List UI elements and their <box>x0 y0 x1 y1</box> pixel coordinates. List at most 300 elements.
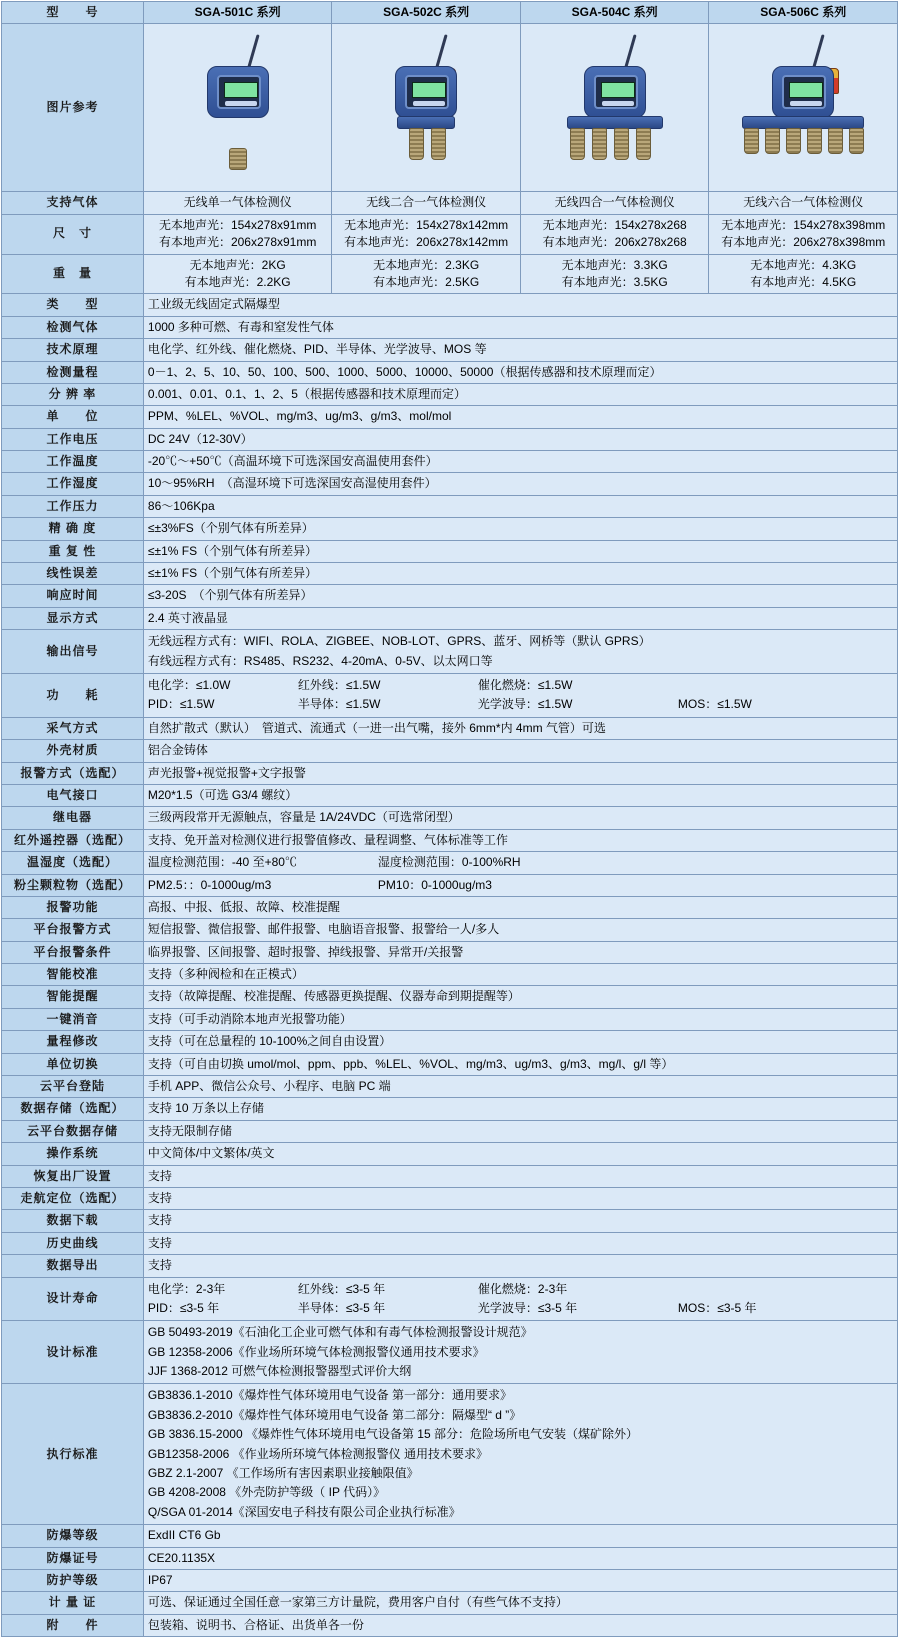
row-label-display: 显示方式 <box>2 607 144 629</box>
power-catalytic-value: ≤1.5W <box>537 677 573 692</box>
row-label-voltage: 工作电压 <box>2 428 144 450</box>
gas-detector-illustration-2 <box>351 28 501 188</box>
table-row-mobile-positioning <box>2 1187 898 1209</box>
power-semiconductor-name: 半导体： <box>297 697 346 712</box>
lifetime-catalytic-name: 催化燃烧： <box>477 1281 538 1296</box>
sensor-probe <box>409 128 424 160</box>
power-pid-value: ≤1.5W <box>179 697 215 712</box>
row-value-type: 工业级无线固定式隔爆型 <box>143 294 897 316</box>
power-infrared <box>298 677 478 694</box>
table-row-work-temp <box>2 451 898 473</box>
table-row-display <box>2 607 898 629</box>
table-row-history-curve <box>2 1232 898 1254</box>
device-image-506c <box>709 24 898 192</box>
row-value-ex-rating: ExdII CT6 Gb <box>143 1525 897 1547</box>
row-value-unit-switch: 支持（可自由切换 umol/mol、ppm、ppb、%LEL、%VOL、mg/m3、ug/m3、g/m3、mg/l、g/l 等） <box>143 1053 897 1075</box>
lifetime-optical <box>478 1300 678 1317</box>
row-label-metering-certificate: 计 量 证 <box>2 1592 144 1614</box>
device-display-screen <box>412 82 446 98</box>
row-label-ip-rating: 防护等级 <box>2 1570 144 1592</box>
device-led-strip <box>413 101 445 106</box>
power-mos-value: ≤1.5W <box>717 697 752 712</box>
table-row-exec-standard <box>2 1384 898 1525</box>
manifold-bar <box>742 116 864 129</box>
row-value-platform-alarm-condition: 临界报警、区间报警、超时报警、掉线报警、异常开/关报警 <box>143 941 897 963</box>
row-value-principle: 电化学、红外线、催化燃烧、PID、半导体、光学波导、MOS 等 <box>143 339 897 361</box>
row-label-housing: 外壳材质 <box>2 740 144 762</box>
exec-standard-line-5: GBZ 2.1-2007 《工作场所有害因素职业接触限值》 <box>147 1466 419 1481</box>
device-face <box>782 75 826 109</box>
table-row-voltage <box>2 428 898 450</box>
row-label-sampling: 采气方式 <box>2 717 144 739</box>
row-value-ir-remote: 支持、免开盖对检测仪进行报警值修改、量程调整、气体标准等工作 <box>143 829 897 851</box>
row-label-exec-standard: 执行标准 <box>2 1384 144 1525</box>
row-label-cloud-login: 云平台登陆 <box>2 1076 144 1098</box>
table-row-range-modify <box>2 1031 898 1053</box>
row-value-work-pressure: 86～106Kpa <box>143 495 897 517</box>
gas-detector-illustration-1 <box>163 28 313 188</box>
power-semiconductor <box>298 696 478 713</box>
table-row-range <box>2 361 898 383</box>
row-label-accessories: 附 件 <box>2 1614 144 1636</box>
table-row-lifetime <box>2 1277 898 1321</box>
design-standard-line-3: JJF 1368-2012 可燃气体检测报警器型式评价大纲 <box>147 1364 412 1379</box>
device-led-strip <box>225 101 257 106</box>
table-row-housing <box>2 740 898 762</box>
device-body <box>207 66 269 118</box>
row-value-design-standard <box>143 1321 897 1384</box>
gas-detector-illustration-6 <box>728 28 878 188</box>
lifetime-pid <box>148 1300 298 1317</box>
row-label-platform-alarm-condition: 平台报警条件 <box>2 941 144 963</box>
device-led-strip <box>602 101 634 106</box>
power-optical-value: ≤1.5W <box>537 697 573 712</box>
antenna-icon <box>247 34 259 68</box>
supported-gas-504c: 无线四合一气体检测仪 <box>520 192 709 214</box>
row-value-temp-humidity-option <box>143 852 897 874</box>
power-optical <box>478 696 678 713</box>
humidity-range: 湿度检测范围：0-100%RH <box>377 855 521 870</box>
power-pid <box>148 696 298 713</box>
lifetime-pid-value: ≤3-5 年 <box>179 1300 220 1315</box>
row-label-alarm-mode: 报警方式（选配） <box>2 762 144 784</box>
row-label-work-temp: 工作温度 <box>2 451 144 473</box>
row-label-response-time: 响应时间 <box>2 585 144 607</box>
row-value-smart-calibration: 支持（多种阀检和在正模式） <box>143 964 897 986</box>
table-row-cloud-storage <box>2 1120 898 1142</box>
lifetime-catalytic <box>478 1281 567 1298</box>
table-row-accuracy <box>2 518 898 540</box>
power-line-1 <box>148 676 893 695</box>
row-value-linear-error: ≤±1% FS（个别气体有所差异） <box>143 563 897 585</box>
dust-line <box>148 877 893 894</box>
table-row-model <box>2 2 898 24</box>
row-value-power <box>143 673 897 717</box>
table-row-repeatability <box>2 540 898 562</box>
size-506c <box>709 214 898 254</box>
power-catalytic-name: 催化燃烧： <box>477 677 538 692</box>
table-row-platform-alarm-mode <box>2 919 898 941</box>
row-value-voltage: DC 24V（12-30V） <box>143 428 897 450</box>
row-value-mute: 支持（可手动消除本地声光报警功能） <box>143 1008 897 1030</box>
exec-standard-line-4: GB12358-2006 《作业场所环境气体检测报警仪 通用技术要求》 <box>147 1446 488 1461</box>
table-row-ip-rating <box>2 1570 898 1592</box>
row-label-lifetime: 设计寿命 <box>2 1277 144 1321</box>
sensor-probe <box>786 128 801 154</box>
size-501c-line2: 有本地声光：206x278x91mm <box>158 235 317 250</box>
table-row-data-storage <box>2 1098 898 1120</box>
power-mos <box>678 696 752 713</box>
weight-504c-line1: 无本地声光：3.3KG <box>561 257 668 272</box>
row-label-ex-certificate: 防爆证号 <box>2 1547 144 1569</box>
row-label-image-reference: 图片参考 <box>2 24 144 192</box>
table-row-principle <box>2 339 898 361</box>
device-body <box>395 66 457 118</box>
row-label-resolution: 分 辨 率 <box>2 383 144 405</box>
row-value-sampling: 自然扩散式（默认） 管道式、流通式（一进一出气嘴，接外 6mm*内 4mm 气管）可选 <box>143 717 897 739</box>
weight-502c <box>332 254 521 294</box>
power-optical-name: 光学波导： <box>477 697 538 712</box>
row-label-data-storage: 数据存储（选配） <box>2 1098 144 1120</box>
size-504c <box>520 214 709 254</box>
device-image-501c <box>143 24 332 192</box>
row-label-ir-remote: 红外遥控器（选配） <box>2 829 144 851</box>
lifetime-mos-name: MOS： <box>677 1300 718 1315</box>
device-display-screen <box>224 82 258 98</box>
table-row-work-pressure <box>2 495 898 517</box>
device-display-screen <box>789 82 823 98</box>
lifetime-electrochemical-name: 电化学： <box>147 1281 196 1296</box>
power-semiconductor-value: ≤1.5W <box>345 697 381 712</box>
row-value-work-humidity: 10～95%RH （高湿环境下可选深国安高湿使用套件） <box>143 473 897 495</box>
power-infrared-value: ≤1.5W <box>345 677 381 692</box>
weight-506c-line2: 有本地声光：4.5KG <box>750 274 857 289</box>
row-value-data-export: 支持 <box>143 1255 897 1277</box>
table-row-smart-calibration <box>2 964 898 986</box>
exec-standard-line-2: GB3836.2-2010《爆炸性气体环境用电气设备 第二部分：隔爆型“ d ”》 <box>147 1407 522 1422</box>
table-row-supported-gas <box>2 192 898 214</box>
row-value-relay: 三级两段常开无源触点，容量是 1A/24VDC（可选常闭型） <box>143 807 897 829</box>
table-row-relay <box>2 807 898 829</box>
weight-502c-line2: 有本地声光：2.5KG <box>373 274 480 289</box>
row-value-metering-certificate: 可选、保证通过全国任意一家第三方计量院，费用客户自付（有些气体不支持） <box>143 1592 897 1614</box>
row-value-resolution: 0.001、0.01、0.1、1、2、5（根据传感器和技术原理而定） <box>143 383 897 405</box>
temp-humidity-line <box>148 854 893 871</box>
table-row-data-download <box>2 1210 898 1232</box>
output-signal-wireless: 无线远程方式有：WIFI、ROLA、ZIGBEE、NOB-LOT、GPRS、蓝牙、网桥等（默认 GPRS） <box>147 634 651 649</box>
row-label-unit-switch: 单位切换 <box>2 1053 144 1075</box>
row-label-linear-error: 线性误差 <box>2 563 144 585</box>
weight-501c-line2: 有本地声光：2.2KG <box>184 274 291 289</box>
row-value-lifetime <box>143 1277 897 1321</box>
row-value-accessories: 包装箱、说明书、合格证、出货单各一份 <box>143 1614 897 1636</box>
row-label-dust-option: 粉尘颗粒物（选配） <box>2 874 144 896</box>
sensor-probe <box>229 148 247 170</box>
table-row-platform-alarm-condition <box>2 941 898 963</box>
row-label-work-pressure: 工作压力 <box>2 495 144 517</box>
size-504c-line2: 有本地声光：206x278x268 <box>542 235 687 250</box>
supported-gas-506c: 无线六合一气体检测仪 <box>709 192 898 214</box>
lifetime-semiconductor <box>298 1300 478 1317</box>
row-label-alarm-function: 报警功能 <box>2 896 144 918</box>
manifold-bar <box>567 116 663 129</box>
spec-sheet <box>0 1 899 1632</box>
row-label-smart-reminder: 智能提醒 <box>2 986 144 1008</box>
weight-502c-line1: 无本地声光：2.3KG <box>373 257 480 272</box>
sensor-probe <box>570 128 585 160</box>
device-face <box>594 75 638 109</box>
table-row-os <box>2 1143 898 1165</box>
gas-detector-illustration-4 <box>540 28 690 188</box>
table-row-mute <box>2 1008 898 1030</box>
table-row-temp-humidity-option <box>2 852 898 874</box>
lifetime-infrared-value: ≤3-5 年 <box>345 1281 386 1296</box>
row-label-work-humidity: 工作湿度 <box>2 473 144 495</box>
table-row-linear-error <box>2 563 898 585</box>
lifetime-infrared <box>298 1281 478 1298</box>
row-label-repeatability: 重 复 性 <box>2 540 144 562</box>
sensor-probe <box>636 128 651 160</box>
row-label-electrical-interface: 电气接口 <box>2 784 144 806</box>
lifetime-mos <box>678 1300 757 1317</box>
size-501c-line1: 无本地声光：154x278x91mm <box>158 217 317 232</box>
row-value-unit: PPM、%LEL、%VOL、mg/m3、ug/m3、g/m3、mol/mol <box>143 406 897 428</box>
row-label-size: 尺 寸 <box>2 214 144 254</box>
row-value-ip-rating: IP67 <box>143 1570 897 1592</box>
table-row-design-standard <box>2 1321 898 1384</box>
size-502c-line2: 有本地声光：206x278x142mm <box>344 235 509 250</box>
exec-standard-line-6: GB 4208-2008 《外壳防护等级（ IP 代码）》 <box>147 1485 386 1500</box>
row-value-ex-certificate: CE20.1135X <box>143 1547 897 1569</box>
model-504c: SGA-504C 系列 <box>520 2 709 24</box>
device-body <box>772 66 834 118</box>
lifetime-optical-value: ≤3-5 年 <box>537 1300 578 1315</box>
manifold-bar <box>397 116 455 129</box>
row-value-work-temp: -20℃～+50℃（高温环境下可选深国安高温使用套件） <box>143 451 897 473</box>
row-label-cloud-storage: 云平台数据存储 <box>2 1120 144 1142</box>
size-502c-line1: 无本地声光：154x278x142mm <box>344 217 509 232</box>
row-label-power: 功 耗 <box>2 673 144 717</box>
table-row-response-time <box>2 585 898 607</box>
table-row-size <box>2 214 898 254</box>
table-row-detect-gas <box>2 316 898 338</box>
table-row-cloud-login <box>2 1076 898 1098</box>
table-row-ex-certificate <box>2 1547 898 1569</box>
row-value-data-storage: 支持 10 万条以上存储 <box>143 1098 897 1120</box>
row-value-range: 0－1、2、5、10、50、100、500、1000、5000、10000、50000（根据传感器和技术原理而定） <box>143 361 897 383</box>
row-value-os: 中文简体/中文繁体/英文 <box>143 1143 897 1165</box>
sensor-probe <box>744 128 759 154</box>
model-506c: SGA-506C 系列 <box>709 2 898 24</box>
power-electrochemical-name: 电化学： <box>147 677 196 692</box>
row-value-housing: 铝合金铸体 <box>143 740 897 762</box>
row-value-detect-gas: 1000 多种可燃、有毒和窒发性气体 <box>143 316 897 338</box>
weight-501c-line1: 无本地声光：2KG <box>189 257 286 272</box>
row-label-history-curve: 历史曲线 <box>2 1232 144 1254</box>
output-signal-wired: 有线远程方式有：RS485、RS232、4-20mA、0-5V、以太网口等 <box>147 653 493 668</box>
row-value-cloud-login: 手机 APP、微信公众号、小程序、电脑 PC 端 <box>143 1076 897 1098</box>
size-502c <box>332 214 521 254</box>
row-label-data-download: 数据下载 <box>2 1210 144 1232</box>
exec-standard-line-3: GB 3836.15-2000 《爆炸性气体环境用电气设备第 15 部分：危险场所电气安装（煤矿除外） <box>147 1427 638 1442</box>
table-row-smart-reminder <box>2 986 898 1008</box>
weight-504c <box>520 254 709 294</box>
temperature-range: 温度检测范围：-40 至+80℃ <box>147 855 297 870</box>
sensor-probe <box>765 128 780 154</box>
lifetime-optical-name: 光学波导： <box>477 1300 538 1315</box>
power-infrared-name: 红外线： <box>297 677 346 692</box>
sensor-probe <box>431 128 446 160</box>
row-label-range-modify: 量程修改 <box>2 1031 144 1053</box>
weight-504c-line2: 有本地声光：3.5KG <box>561 274 668 289</box>
row-value-display: 2.4 英寸液晶显 <box>143 607 897 629</box>
pm25-range: PM2.5：：0-1000ug/m3 <box>147 877 272 892</box>
row-value-response-time: ≤3-20S （个别气体有所差异） <box>143 585 897 607</box>
table-row-resolution <box>2 383 898 405</box>
exec-standard-line-7: Q/SGA 01-2014《深国安电子科技有限公司企业执行标准》 <box>147 1504 461 1519</box>
row-label-smart-calibration: 智能校准 <box>2 964 144 986</box>
row-label-temp-humidity-option: 温湿度（选配） <box>2 852 144 874</box>
row-label-principle: 技术原理 <box>2 339 144 361</box>
table-row-output-signal <box>2 630 898 674</box>
table-row-unit <box>2 406 898 428</box>
table-row-images <box>2 24 898 192</box>
weight-506c-line1: 无本地声光：4.3KG <box>750 257 857 272</box>
lifetime-mos-value: ≤3-5 年 <box>717 1300 757 1315</box>
table-row-sampling <box>2 717 898 739</box>
row-value-cloud-storage: 支持无限制存储 <box>143 1120 897 1142</box>
row-value-platform-alarm-mode: 短信报警、微信报警、邮件报警、电脑语音报警、报警给一人/多人 <box>143 919 897 941</box>
table-row-ex-rating <box>2 1525 898 1547</box>
power-pid-name: PID： <box>147 697 180 712</box>
table-row-type <box>2 294 898 316</box>
lifetime-catalytic-value: 2-3年 <box>537 1281 568 1296</box>
sensor-probe <box>807 128 822 154</box>
row-label-accuracy: 精 确 度 <box>2 518 144 540</box>
pm10-range: PM10：0-1000ug/m3 <box>377 877 492 892</box>
row-label-detect-gas: 检测气体 <box>2 316 144 338</box>
device-image-504c <box>520 24 709 192</box>
row-label-supported-gas: 支持气体 <box>2 192 144 214</box>
lifetime-electrochemical-value: 2-3年 <box>195 1281 226 1296</box>
supported-gas-502c: 无线二合一气体检测仪 <box>332 192 521 214</box>
power-electrochemical <box>148 677 298 694</box>
design-standard-line-1: GB 50493-2019《石油化工企业可燃气体和有毒气体检测报警设计规范》 <box>147 1325 533 1340</box>
exec-standard-line-1: GB3836.1-2010《爆炸性气体环境用电气设备 第一部分：通用要求》 <box>147 1388 512 1403</box>
row-value-data-download: 支持 <box>143 1210 897 1232</box>
lifetime-line-2 <box>148 1299 893 1318</box>
row-label-output-signal: 输出信号 <box>2 630 144 674</box>
device-image-502c <box>332 24 521 192</box>
device-display-screen <box>601 82 635 98</box>
lifetime-infrared-name: 红外线： <box>297 1281 346 1296</box>
row-label-relay: 继电器 <box>2 807 144 829</box>
power-line-2 <box>148 695 893 714</box>
table-row-work-humidity <box>2 473 898 495</box>
row-label-design-standard: 设计标准 <box>2 1321 144 1384</box>
device-face <box>217 75 261 109</box>
table-row-dust-option <box>2 874 898 896</box>
row-value-output-signal <box>143 630 897 674</box>
power-mos-name: MOS： <box>677 697 718 712</box>
sensor-probe <box>828 128 843 154</box>
antenna-icon <box>624 34 636 68</box>
row-label-model: 型 号 <box>2 2 144 24</box>
table-row-factory-reset <box>2 1165 898 1187</box>
antenna-icon <box>436 34 448 68</box>
weight-506c <box>709 254 898 294</box>
device-face <box>405 75 449 109</box>
device-led-strip <box>790 101 822 106</box>
row-value-alarm-function: 高报、中报、低报、故障、校准提醒 <box>143 896 897 918</box>
size-501c <box>143 214 332 254</box>
row-label-unit: 单 位 <box>2 406 144 428</box>
sensor-probe <box>614 128 629 160</box>
size-504c-line1: 无本地声光：154x278x268 <box>542 217 687 232</box>
lifetime-semiconductor-name: 半导体： <box>297 1300 346 1315</box>
row-value-factory-reset: 支持 <box>143 1165 897 1187</box>
size-506c-line1: 无本地声光：154x278x398mm <box>721 217 886 232</box>
design-standard-line-2: GB 12358-2006《作业场所环境气体检测报警仪通用技术要求》 <box>147 1344 485 1359</box>
row-value-accuracy: ≤±3%FS（个别气体有所差异） <box>143 518 897 540</box>
table-row-metering-certificate <box>2 1592 898 1614</box>
table-row-ir-remote <box>2 829 898 851</box>
lifetime-line-1 <box>148 1280 893 1299</box>
specification-table <box>1 1 898 1637</box>
row-label-ex-rating: 防爆等级 <box>2 1525 144 1547</box>
row-label-mute: 一键消音 <box>2 1008 144 1030</box>
row-label-factory-reset: 恢复出厂设置 <box>2 1165 144 1187</box>
row-value-exec-standard <box>143 1384 897 1525</box>
antenna-icon <box>813 34 825 68</box>
sensor-probe <box>592 128 607 160</box>
row-label-data-export: 数据导出 <box>2 1255 144 1277</box>
power-catalytic <box>478 677 573 694</box>
row-value-repeatability: ≤±1% FS（个别气体有所差异） <box>143 540 897 562</box>
row-value-smart-reminder: 支持（故障提醒、校准提醒、传感器更换提醒、仪器寿命到期提醒等） <box>143 986 897 1008</box>
row-label-platform-alarm-mode: 平台报警方式 <box>2 919 144 941</box>
table-row-unit-switch <box>2 1053 898 1075</box>
row-value-electrical-interface: M20*1.5（可选 G3/4 螺纹） <box>143 784 897 806</box>
table-row-weight <box>2 254 898 294</box>
row-value-alarm-mode: 声光报警+视觉报警+文字报警 <box>143 762 897 784</box>
table-row-alarm-function <box>2 896 898 918</box>
lifetime-electrochemical <box>148 1281 298 1298</box>
row-label-type: 类 型 <box>2 294 144 316</box>
row-value-dust-option <box>143 874 897 896</box>
row-label-range: 检测量程 <box>2 361 144 383</box>
table-row-power <box>2 673 898 717</box>
model-502c: SGA-502C 系列 <box>332 2 521 24</box>
power-electrochemical-value: ≤1.0W <box>195 677 231 692</box>
table-row-alarm-mode <box>2 762 898 784</box>
supported-gas-501c: 无线单一气体检测仪 <box>143 192 332 214</box>
row-value-range-modify: 支持（可在总量程的 10-100%之间自由设置） <box>143 1031 897 1053</box>
row-value-history-curve: 支持 <box>143 1232 897 1254</box>
size-506c-line2: 有本地声光：206x278x398mm <box>721 235 886 250</box>
lifetime-pid-name: PID： <box>147 1300 180 1315</box>
sensor-probe <box>849 128 864 154</box>
table-row-accessories <box>2 1614 898 1636</box>
row-value-mobile-positioning: 支持 <box>143 1187 897 1209</box>
table-row-data-export <box>2 1255 898 1277</box>
weight-501c <box>143 254 332 294</box>
lifetime-semiconductor-value: ≤3-5 年 <box>345 1300 386 1315</box>
table-row-electrical-interface <box>2 784 898 806</box>
row-label-weight: 重 量 <box>2 254 144 294</box>
row-label-mobile-positioning: 走航定位（选配） <box>2 1187 144 1209</box>
model-501c: SGA-501C 系列 <box>143 2 332 24</box>
